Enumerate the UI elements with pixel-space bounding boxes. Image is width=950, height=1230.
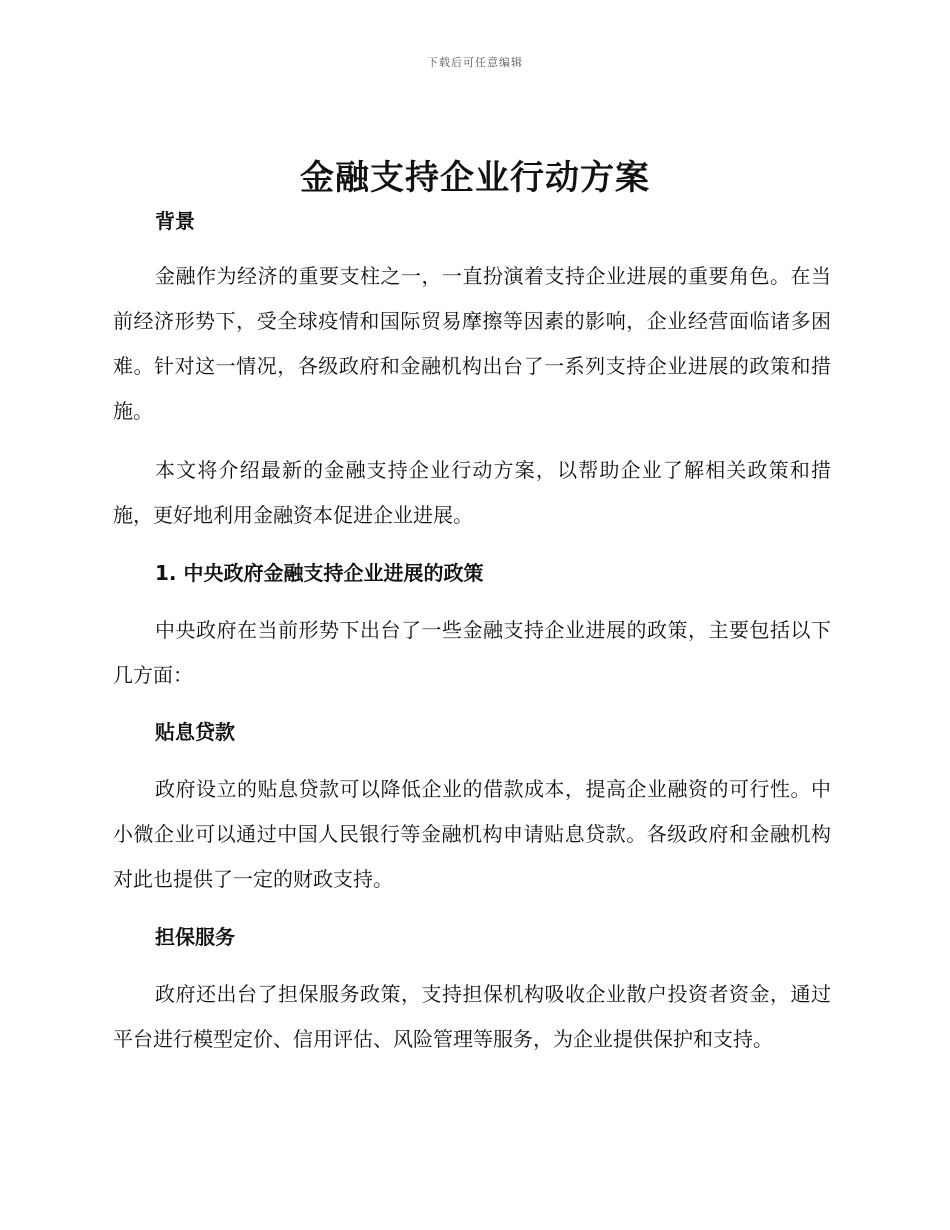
section-heading-background: 背景 [155, 209, 195, 233]
document-title: 金融支持企业行动方案 [300, 158, 650, 198]
paragraph-central-policy: 中央政府在当前形势下出台了一些金融支持企业进展的政策，主要包括以下几方面： [113, 618, 831, 687]
paragraph-background-1: 金融作为经济的重要支柱之一，一直扮演着支持企业进展的重要角色。在当前经济形势下，受全球疫情和国际贸易摩擦等因素的影响，企业经营面临诸多困难。针对这一情况，各级政府和金融机构出台了一系列支持企业进展的政策和措施。 [113, 264, 831, 423]
subheading-guarantee-service: 担保服务 [155, 925, 235, 949]
paragraph-guarantee-service: 政府还出台了担保服务政策，支持担保机构吸收企业散户投资者资金，通过平台进行模型定价、信用评估、风险管理等服务，为企业提供保护和支持。 [113, 982, 831, 1051]
section-heading-central-policy: 1. 中央政府金融支持企业进展的政策 [155, 561, 484, 585]
header-note: 下载后可任意编辑 [427, 56, 523, 69]
paragraph-background-2: 本文将介绍最新的金融支持企业行动方案，以帮助企业了解相关政策和措施，更好地利用金融资本促进企业进展。 [113, 458, 831, 527]
subheading-interest-subsidy-loan: 贴息贷款 [155, 720, 235, 744]
paragraph-interest-subsidy-loan: 政府设立的贴息贷款可以降低企业的借款成本，提高企业融资的可行性。中小微企业可以通过中国人民银行等金融机构申请贴息贷款。各级政府和金融机构对此也提供了一定的财政支持。 [113, 777, 831, 891]
